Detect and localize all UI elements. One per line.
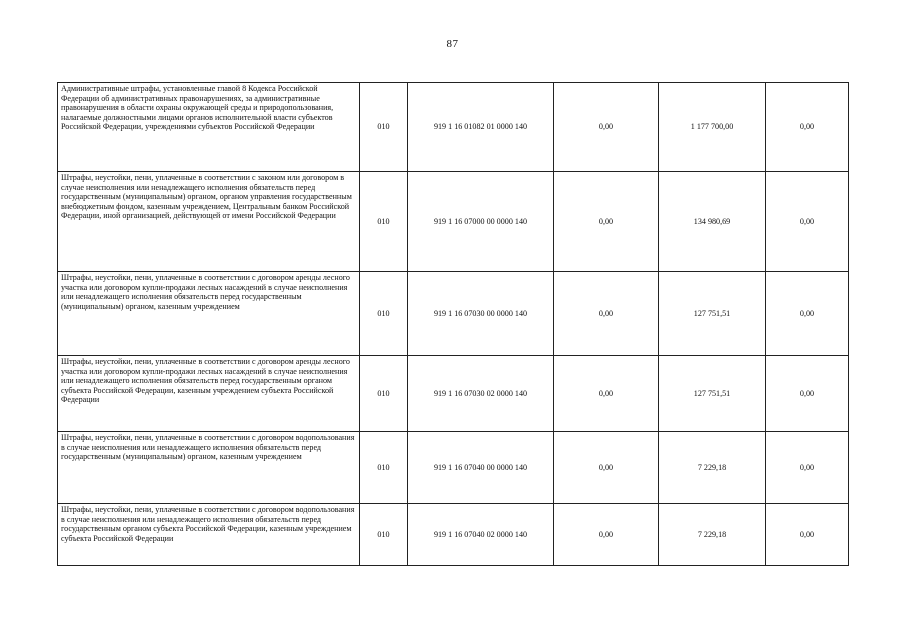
row-description: Штрафы, неустойки, пени, уплаченные в соответствии с законом или договором в случае неисполнения или ненадлежащего исполнения обязательств перед государственным (муниципальным) органом, органом управления государственным внебюджетным фондом, казенным учреждением, Центральным банком Российской Федерации, иной организацией, действующей от имени Российской Федерации xyxy=(58,172,360,272)
row-value-2: 127 751,51 xyxy=(659,356,766,432)
table-row xyxy=(58,272,849,356)
row-admin-code: 010 xyxy=(360,504,408,566)
row-admin-code: 010 xyxy=(360,356,408,432)
row-value-2: 1 177 700,00 xyxy=(659,83,766,172)
row-value-3: 0,00 xyxy=(766,504,849,566)
table-row xyxy=(58,432,849,504)
row-value-1: 0,00 xyxy=(554,272,659,356)
row-admin-code: 010 xyxy=(360,432,408,504)
row-budget-code: 919 1 16 01082 01 0000 140 xyxy=(408,83,554,172)
row-description: Штрафы, неустойки, пени, уплаченные в соответствии с договором водопользования в случае неисполнения или ненадлежащего исполнения обязательств перед государственным (муниципальным) органом, казенным учреждением xyxy=(58,432,360,504)
row-value-2: 7 229,18 xyxy=(659,504,766,566)
row-admin-code: 010 xyxy=(360,172,408,272)
row-value-1: 0,00 xyxy=(554,432,659,504)
row-budget-code: 919 1 16 07040 00 0000 140 xyxy=(408,432,554,504)
row-budget-code: 919 1 16 07040 02 0000 140 xyxy=(408,504,554,566)
row-value-3: 0,00 xyxy=(766,356,849,432)
row-budget-code: 919 1 16 07030 00 0000 140 xyxy=(408,272,554,356)
row-value-3: 0,00 xyxy=(766,172,849,272)
row-description: Штрафы, неустойки, пени, уплаченные в соответствии с договором аренды лесного участка или договором купли-продажи лесных насаждений в случае неисполнения или ненадлежащего исполнения обязательств перед государственным (муниципальным) органом, казенным учреждением xyxy=(58,272,360,356)
row-budget-code: 919 1 16 07000 00 0000 140 xyxy=(408,172,554,272)
row-value-1: 0,00 xyxy=(554,504,659,566)
row-value-3: 0,00 xyxy=(766,432,849,504)
row-value-3: 0,00 xyxy=(766,272,849,356)
row-value-2: 7 229,18 xyxy=(659,432,766,504)
table-row xyxy=(58,83,849,172)
row-description: Административные штрафы, установленные главой 8 Кодекса Российской Федерации об административных правонарушениях, за административные правонарушения в области охраны окружающей среды и природопользования, налагаемые должностными лицами органов исполнительной власти субъектов Российской Федерации, учреждениями субъектов Российской Федерации xyxy=(58,83,360,172)
table-row xyxy=(58,172,849,272)
row-admin-code: 010 xyxy=(360,83,408,172)
row-description: Штрафы, неустойки, пени, уплаченные в соответствии с договором аренды лесного участка или договором купли-продажи лесных насаждений в случае неисполнения или ненадлежащего исполнения обязательств перед государственным органом субъекта Российской Федерации, казенным учреждением субъекта Российской Федерации xyxy=(58,356,360,432)
row-value-2: 127 751,51 xyxy=(659,272,766,356)
row-budget-code: 919 1 16 07030 02 0000 140 xyxy=(408,356,554,432)
row-value-1: 0,00 xyxy=(554,83,659,172)
row-value-1: 0,00 xyxy=(554,356,659,432)
row-value-2: 134 980,69 xyxy=(659,172,766,272)
row-admin-code: 010 xyxy=(360,272,408,356)
row-value-3: 0,00 xyxy=(766,83,849,172)
row-description: Штрафы, неустойки, пени, уплаченные в соответствии с договором водопользования в случае неисполнения или ненадлежащего исполнения обязательств перед государственным органом субъекта Российской Федерации, казенным учреждением субъекта Российской Федерации xyxy=(58,504,360,566)
table-row xyxy=(58,356,849,432)
table-row xyxy=(58,504,849,566)
row-value-1: 0,00 xyxy=(554,172,659,272)
revenue-table xyxy=(57,82,849,566)
page-number: 87 xyxy=(446,38,459,50)
